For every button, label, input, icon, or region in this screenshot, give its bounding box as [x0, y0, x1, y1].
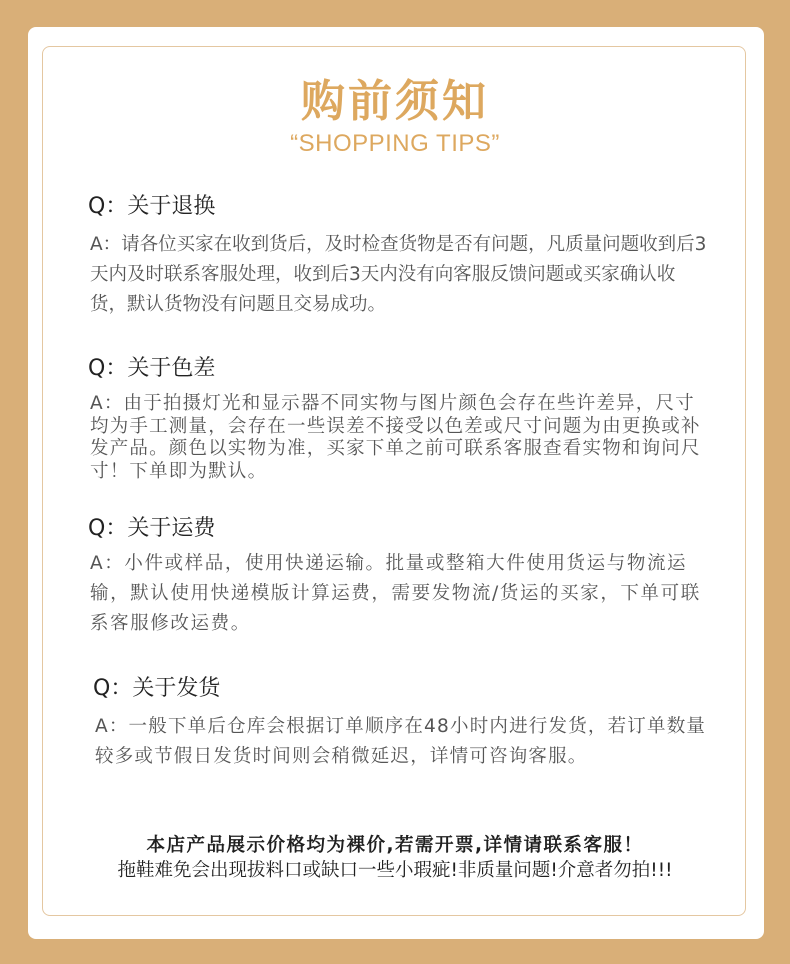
answer-shipping-fee: A：小件或样品，使用快递运输。批量或整箱大件使用货运与物流运输，默认使用快递模版计算运费，需要发物流/货运的买家，下单可联系客服修改运费。: [90, 553, 701, 634]
answer-returns: A：请各位买家在收到货后，及时检查货物是否有问题，凡质量问题收到后3天内及时联系客服处理，收到后3天内没有向客服反馈问题或买家确认收货，默认货物没有问题且交易成功。: [90, 234, 707, 315]
question-delivery: Q：关于发货: [93, 676, 221, 701]
footer-pricing-note: 本店产品展示价格均为裸价,若需开票,详情请联系客服！: [146, 835, 644, 856]
page-subtitle: “SHOPPING TIPS”: [290, 130, 500, 157]
footer-defect-note: 拖鞋难免会出现拔料口或缺口一些小瑕疵!非质量问题!介意者勿拍!!!: [117, 860, 673, 881]
page-title: 购前须知: [301, 76, 489, 127]
answer-delivery: A：一般下单后仓库会根据订单顺序在48小时内进行发货，若订单数量较多或节假日发货时间则会稍微延迟，详情可咨询客服。: [95, 716, 707, 767]
question-returns: Q：关于退换: [88, 194, 216, 219]
question-shipping-fee: Q：关于运费: [88, 516, 216, 541]
answer-color-difference: A：由于拍摄灯光和显示器不同实物与图片颜色会存在些许差异，尺寸均为手工测量，会存在一些误差不接受以色差或尺寸问题为由更换或补发产品。颜色以实物为准，买家下单之前可联系客服查看实物和询问尺寸！下单即为默认。: [90, 393, 701, 482]
question-color-difference: Q：关于色差: [88, 356, 216, 381]
